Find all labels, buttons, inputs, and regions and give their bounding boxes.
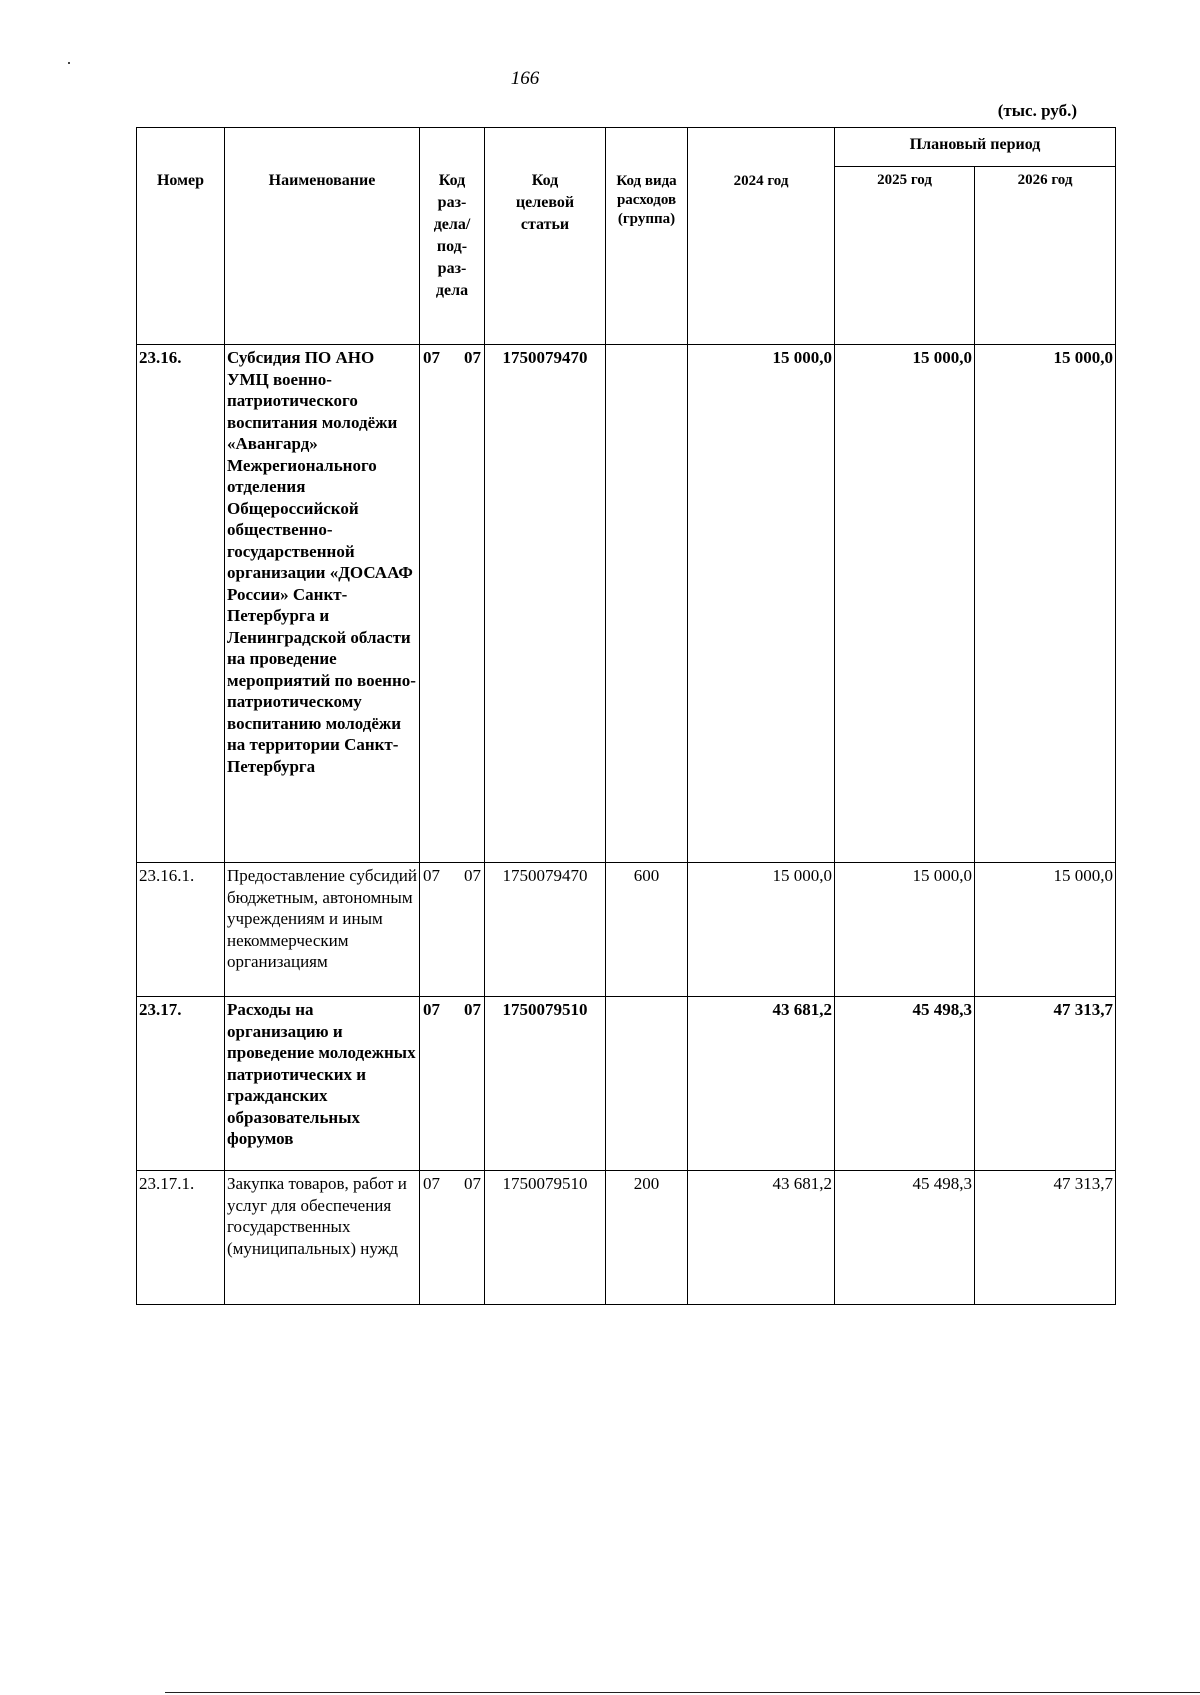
row-expense-type: 200 xyxy=(606,1171,688,1305)
row-expense-type: 600 xyxy=(606,863,688,997)
scan-speck xyxy=(68,62,70,64)
row-2024: 15 000,0 xyxy=(688,863,835,997)
header-section-code: Код раз-дела/ под-раз-дела xyxy=(420,128,485,345)
row-subsection: 07 xyxy=(464,866,481,885)
header-expense-type: Код вида расходов (группа) xyxy=(606,128,688,345)
header-year-2024: 2024 год xyxy=(688,128,835,345)
row-2025: 15 000,0 xyxy=(835,863,975,997)
row-2026: 15 000,0 xyxy=(975,863,1116,997)
row-name: Предоставление субсидий бюджетным, автономным учреждениям и иным некоммерческим организациям xyxy=(225,863,420,997)
row-subsection: 07 xyxy=(464,1000,481,1019)
header-number: Номер xyxy=(137,128,225,345)
row-name: Субсидия ПО АНО УМЦ военно-патриотического воспитания молодёжи «Авангард» Межрегионального отделения Общероссийской общественно-государственной организации «ДОСААФ России» Санкт-Петербурга и Ленинградской области на проведение мероприятий по военно-патриотическому воспитанию молодёжи на территории Санкт-Петербурга xyxy=(225,345,420,863)
row-2026: 15 000,0 xyxy=(975,345,1116,863)
row-2024: 43 681,2 xyxy=(688,997,835,1171)
row-section-code xyxy=(420,1171,485,1305)
table-row xyxy=(137,863,1116,997)
row-section-code xyxy=(420,863,485,997)
header-planning-period: Плановый период xyxy=(835,128,1116,167)
row-expense-type xyxy=(606,997,688,1171)
row-section: 07 xyxy=(423,866,440,885)
row-section-code xyxy=(420,345,485,863)
footer-rule xyxy=(165,1692,1200,1693)
row-section-code xyxy=(420,997,485,1171)
row-number: 23.17.1. xyxy=(137,1171,225,1305)
budget-table xyxy=(136,127,1116,1305)
header-year-2026: 2026 год xyxy=(975,167,1116,345)
row-2024: 15 000,0 xyxy=(688,345,835,863)
row-section: 07 xyxy=(423,1000,440,1019)
row-name: Расходы на организацию и проведение молодежных патриотических и гражданских образовательных форумов xyxy=(225,997,420,1171)
row-target-code: 1750079470 xyxy=(485,345,606,863)
table-body xyxy=(137,345,1116,1305)
row-number: 23.16.1. xyxy=(137,863,225,997)
row-target-code: 1750079510 xyxy=(485,997,606,1171)
table-row xyxy=(137,997,1116,1171)
row-2025: 15 000,0 xyxy=(835,345,975,863)
row-2024: 43 681,2 xyxy=(688,1171,835,1305)
row-number: 23.16. xyxy=(137,345,225,863)
header-target-code: Код целевой статьи xyxy=(485,128,606,345)
row-expense-type xyxy=(606,345,688,863)
table-row xyxy=(137,1171,1116,1305)
row-section: 07 xyxy=(423,1174,440,1193)
header-name: Наименование xyxy=(225,128,420,345)
units-note: (тыс. руб.) xyxy=(997,101,1077,120)
row-subsection: 07 xyxy=(464,1174,481,1193)
row-2026: 47 313,7 xyxy=(975,1171,1116,1305)
row-number: 23.17. xyxy=(137,997,225,1171)
row-2026: 47 313,7 xyxy=(975,997,1116,1171)
row-2025: 45 498,3 xyxy=(835,1171,975,1305)
table-header xyxy=(137,128,1116,345)
table-row xyxy=(137,345,1116,863)
row-section: 07 xyxy=(423,348,440,367)
row-2025: 45 498,3 xyxy=(835,997,975,1171)
row-target-code: 1750079510 xyxy=(485,1171,606,1305)
row-target-code: 1750079470 xyxy=(485,863,606,997)
header-year-2025: 2025 год xyxy=(835,167,975,345)
page-number: 166 xyxy=(510,68,540,89)
row-subsection: 07 xyxy=(464,348,481,367)
row-name: Закупка товаров, работ и услуг для обеспечения государственных (муниципальных) нужд xyxy=(225,1171,420,1305)
